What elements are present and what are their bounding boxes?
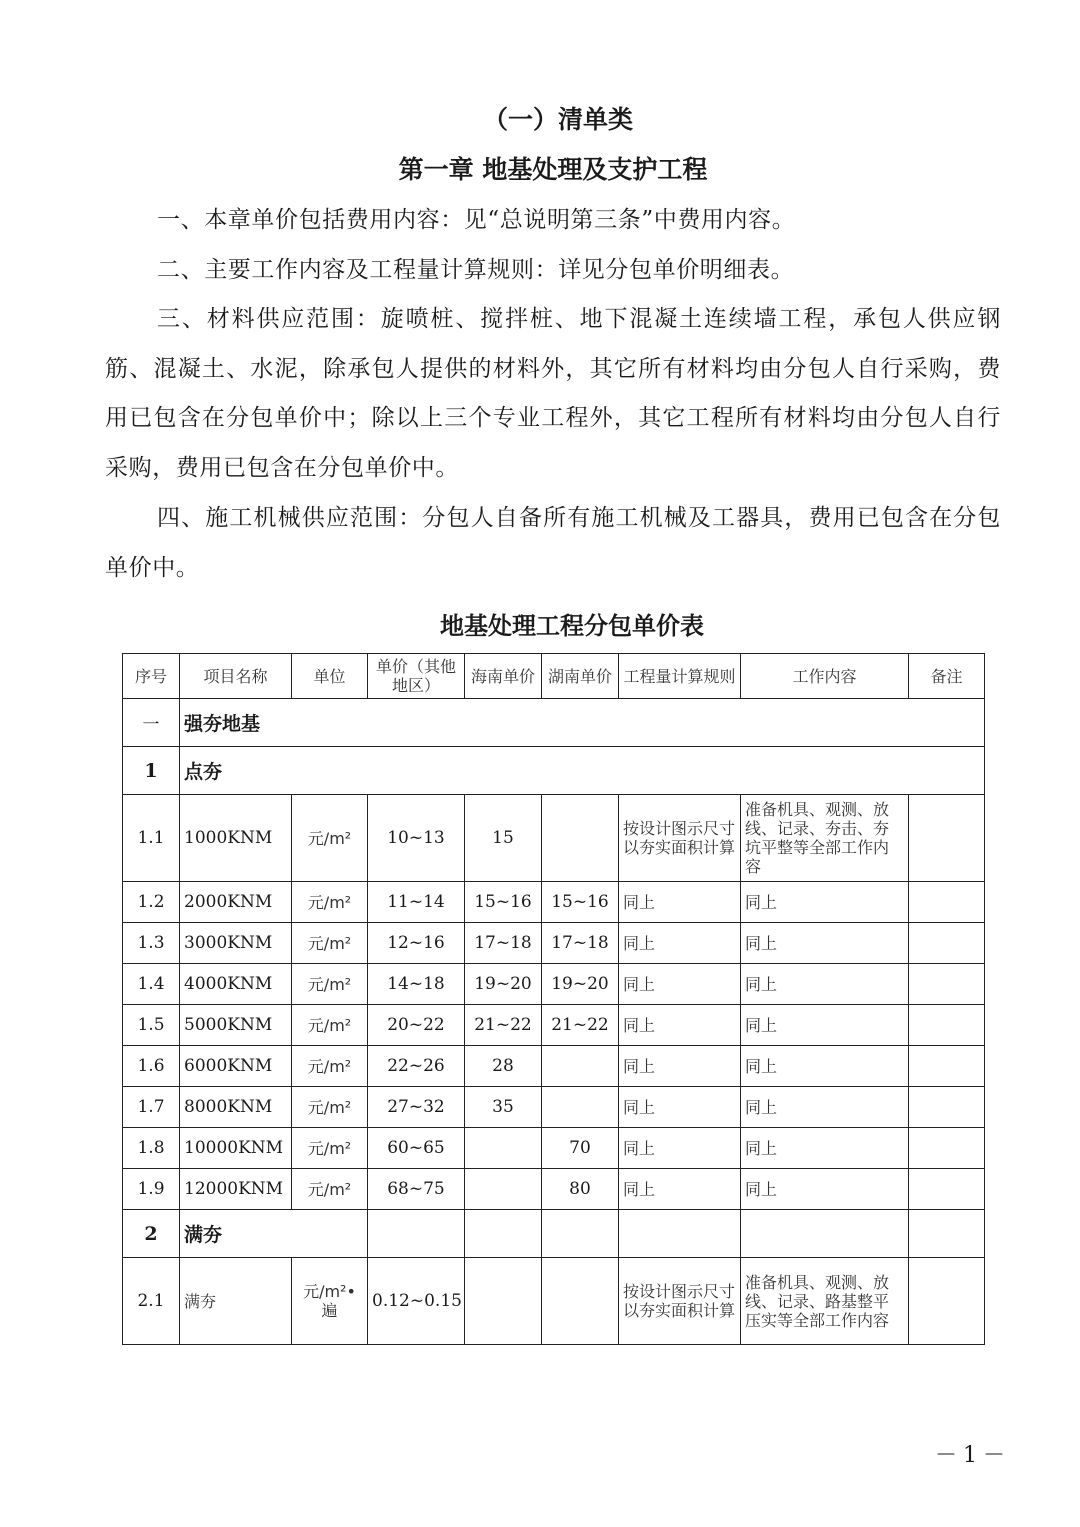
cell-price-hunan <box>542 795 619 882</box>
cell-no: 1.8 <box>123 1128 180 1169</box>
cell-no: 1.6 <box>123 1046 180 1087</box>
cell-price-other: 68~75 <box>368 1169 465 1210</box>
cell-price-hainan <box>465 1258 542 1345</box>
cell-item-name: 12000KNM <box>180 1169 292 1210</box>
empty-cell <box>619 1210 741 1258</box>
cell-unit: 元/m² <box>292 923 368 964</box>
cell-unit: 元/m² <box>292 1087 368 1128</box>
header-note: 备注 <box>909 654 985 699</box>
cell-calc-rule: 同上 <box>619 1046 741 1087</box>
header-item-name: 项目名称 <box>180 654 292 699</box>
paragraph-work-rules: 二、主要工作内容及工程量计算规则：详见分包单价明细表。 <box>157 257 795 283</box>
cell-no: 2.1 <box>123 1258 180 1345</box>
cell-price-hunan <box>542 1258 619 1345</box>
cell-note <box>909 1169 985 1210</box>
cell-work-content: 同上 <box>741 1005 909 1046</box>
cell-item-name: 6000KNM <box>180 1046 292 1087</box>
unit-price-table <box>122 653 985 1345</box>
cell-calc-rule: 同上 <box>619 923 741 964</box>
cell-note <box>909 923 985 964</box>
empty-cell <box>909 1210 985 1258</box>
cell-price-other: 14~18 <box>368 964 465 1005</box>
cell-price-other: 20~22 <box>368 1005 465 1046</box>
cell-calc-rule: 同上 <box>619 1005 741 1046</box>
group-index: 2 <box>123 1210 180 1258</box>
cell-price-hainan: 15 <box>465 795 542 882</box>
cell-price-hunan: 15~16 <box>542 882 619 923</box>
cell-item-name: 8000KNM <box>180 1087 292 1128</box>
group-name: 强夯地基 <box>180 699 985 747</box>
header-price-other: 单价（其他地区） <box>368 654 465 699</box>
cell-calc-rule: 同上 <box>619 1087 741 1128</box>
cell-note <box>909 1046 985 1087</box>
cell-note <box>909 1128 985 1169</box>
table-row <box>123 1128 985 1169</box>
table-header-row <box>123 654 985 699</box>
cell-no: 1.9 <box>123 1169 180 1210</box>
cell-price-other: 22~26 <box>368 1046 465 1087</box>
header-unit: 单位 <box>292 654 368 699</box>
cell-price-hunan: 21~22 <box>542 1005 619 1046</box>
cell-price-hainan: 35 <box>465 1087 542 1128</box>
cell-no: 1.5 <box>123 1005 180 1046</box>
page-number: －1－ <box>935 1443 1011 1468</box>
cell-price-hunan: 70 <box>542 1128 619 1169</box>
cell-price-other: 27~32 <box>368 1087 465 1128</box>
cell-unit: 元/m² <box>292 1046 368 1087</box>
cell-price-hunan: 17~18 <box>542 923 619 964</box>
table-row <box>123 1258 985 1345</box>
cell-calc-rule: 按设计图示尺寸以夯实面积计算 <box>619 795 741 882</box>
empty-cell <box>741 1210 909 1258</box>
paragraph-material-supply: 三、材料供应范围：旋喷桩、搅拌桩、地下混凝土连续墙工程，承包人供应钢筋、混凝土、水泥，除承包人提供的材料外，其它所有材料均由分包人自行采购，费用已包含在分包单价中；除以上三个专业工程外，其它工程所有材料均由分包人自行采购，费用已包含在分包单价中。 <box>105 306 1001 481</box>
cell-work-content: 同上 <box>741 1087 909 1128</box>
cell-price-hainan: 21~22 <box>465 1005 542 1046</box>
cell-calc-rule: 按设计图示尺寸以夯实面积计算 <box>619 1258 741 1345</box>
cell-work-content: 同上 <box>741 1128 909 1169</box>
cell-unit: 元/m² <box>292 1128 368 1169</box>
table-row <box>123 795 985 882</box>
cell-price-other: 12~16 <box>368 923 465 964</box>
empty-cell <box>368 1210 465 1258</box>
cell-item-name: 满夯 <box>180 1258 292 1345</box>
group-row <box>123 747 985 795</box>
empty-cell <box>465 1210 542 1258</box>
cell-no: 1.7 <box>123 1087 180 1128</box>
cell-calc-rule: 同上 <box>619 964 741 1005</box>
table-title: 地基处理工程分包单价表 <box>440 612 704 640</box>
chapter-title: 第一章 地基处理及支护工程 <box>398 155 708 184</box>
cell-item-name: 4000KNM <box>180 964 292 1005</box>
section-title: （一）清单类 <box>482 105 633 134</box>
cell-work-content: 同上 <box>741 1046 909 1087</box>
group-index: 1 <box>123 747 180 795</box>
cell-price-hainan: 19~20 <box>465 964 542 1005</box>
cell-calc-rule: 同上 <box>619 882 741 923</box>
group-name: 满夯 <box>180 1210 368 1258</box>
cell-price-hainan <box>465 1169 542 1210</box>
cell-item-name: 10000KNM <box>180 1128 292 1169</box>
cell-note <box>909 795 985 882</box>
cell-unit: 元/m² <box>292 882 368 923</box>
cell-unit: 元/m² <box>292 1169 368 1210</box>
header-price-hainan: 海南单价 <box>465 654 542 699</box>
cell-price-hainan: 17~18 <box>465 923 542 964</box>
cell-work-content: 同上 <box>741 964 909 1005</box>
header-work-content: 工作内容 <box>741 654 909 699</box>
table-row <box>123 1087 985 1128</box>
cell-item-name: 1000KNM <box>180 795 292 882</box>
group-row <box>123 1210 985 1258</box>
cell-price-other: 60~65 <box>368 1128 465 1169</box>
cell-unit: 元/m²•遍 <box>292 1258 368 1345</box>
table-row <box>123 964 985 1005</box>
cell-note <box>909 1258 985 1345</box>
cell-price-other: 10~13 <box>368 795 465 882</box>
cell-unit: 元/m² <box>292 1005 368 1046</box>
cell-item-name: 2000KNM <box>180 882 292 923</box>
cell-work-content: 同上 <box>741 1169 909 1210</box>
cell-item-name: 5000KNM <box>180 1005 292 1046</box>
empty-cell <box>542 1210 619 1258</box>
cell-unit: 元/m² <box>292 795 368 882</box>
group-name: 点夯 <box>180 747 985 795</box>
cell-no: 1.3 <box>123 923 180 964</box>
cell-price-other: 0.12~0.15 <box>368 1258 465 1345</box>
cell-note <box>909 882 985 923</box>
cell-price-hunan <box>542 1087 619 1128</box>
cell-price-hunan: 80 <box>542 1169 619 1210</box>
cell-note <box>909 964 985 1005</box>
paragraph-cost-content: 一、本章单价包括费用内容：见“总说明第三条”中费用内容。 <box>157 207 796 233</box>
cell-work-content: 同上 <box>741 923 909 964</box>
cell-price-hainan: 28 <box>465 1046 542 1087</box>
table-row <box>123 1169 985 1210</box>
cell-price-hainan <box>465 1128 542 1169</box>
cell-no: 1.2 <box>123 882 180 923</box>
header-price-hunan: 湖南单价 <box>542 654 619 699</box>
cell-calc-rule: 同上 <box>619 1169 741 1210</box>
group-index: 一 <box>123 699 180 747</box>
cell-note <box>909 1005 985 1046</box>
cell-no: 1.4 <box>123 964 180 1005</box>
cell-work-content: 准备机具、观测、放线、记录、路基整平压实等全部工作内容 <box>741 1258 909 1345</box>
group-row <box>123 699 985 747</box>
table-row <box>123 882 985 923</box>
paragraph-machinery-supply: 四、施工机械供应范围：分包人自备所有施工机械及工器具，费用已包含在分包单价中。 <box>105 505 1001 581</box>
header-calc-rule: 工程量计算规则 <box>619 654 741 699</box>
cell-price-hunan <box>542 1046 619 1087</box>
table-row <box>123 923 985 964</box>
cell-price-other: 11~14 <box>368 882 465 923</box>
cell-work-content: 准备机具、观测、放线、记录、夯击、夯坑平整等全部工作内容 <box>741 795 909 882</box>
cell-note <box>909 1087 985 1128</box>
cell-item-name: 3000KNM <box>180 923 292 964</box>
table-row <box>123 1005 985 1046</box>
cell-calc-rule: 同上 <box>619 1128 741 1169</box>
cell-unit: 元/m² <box>292 964 368 1005</box>
cell-price-hainan: 15~16 <box>465 882 542 923</box>
cell-price-hunan: 19~20 <box>542 964 619 1005</box>
cell-no: 1.1 <box>123 795 180 882</box>
header-no: 序号 <box>123 654 180 699</box>
table-row <box>123 1046 985 1087</box>
cell-work-content: 同上 <box>741 882 909 923</box>
